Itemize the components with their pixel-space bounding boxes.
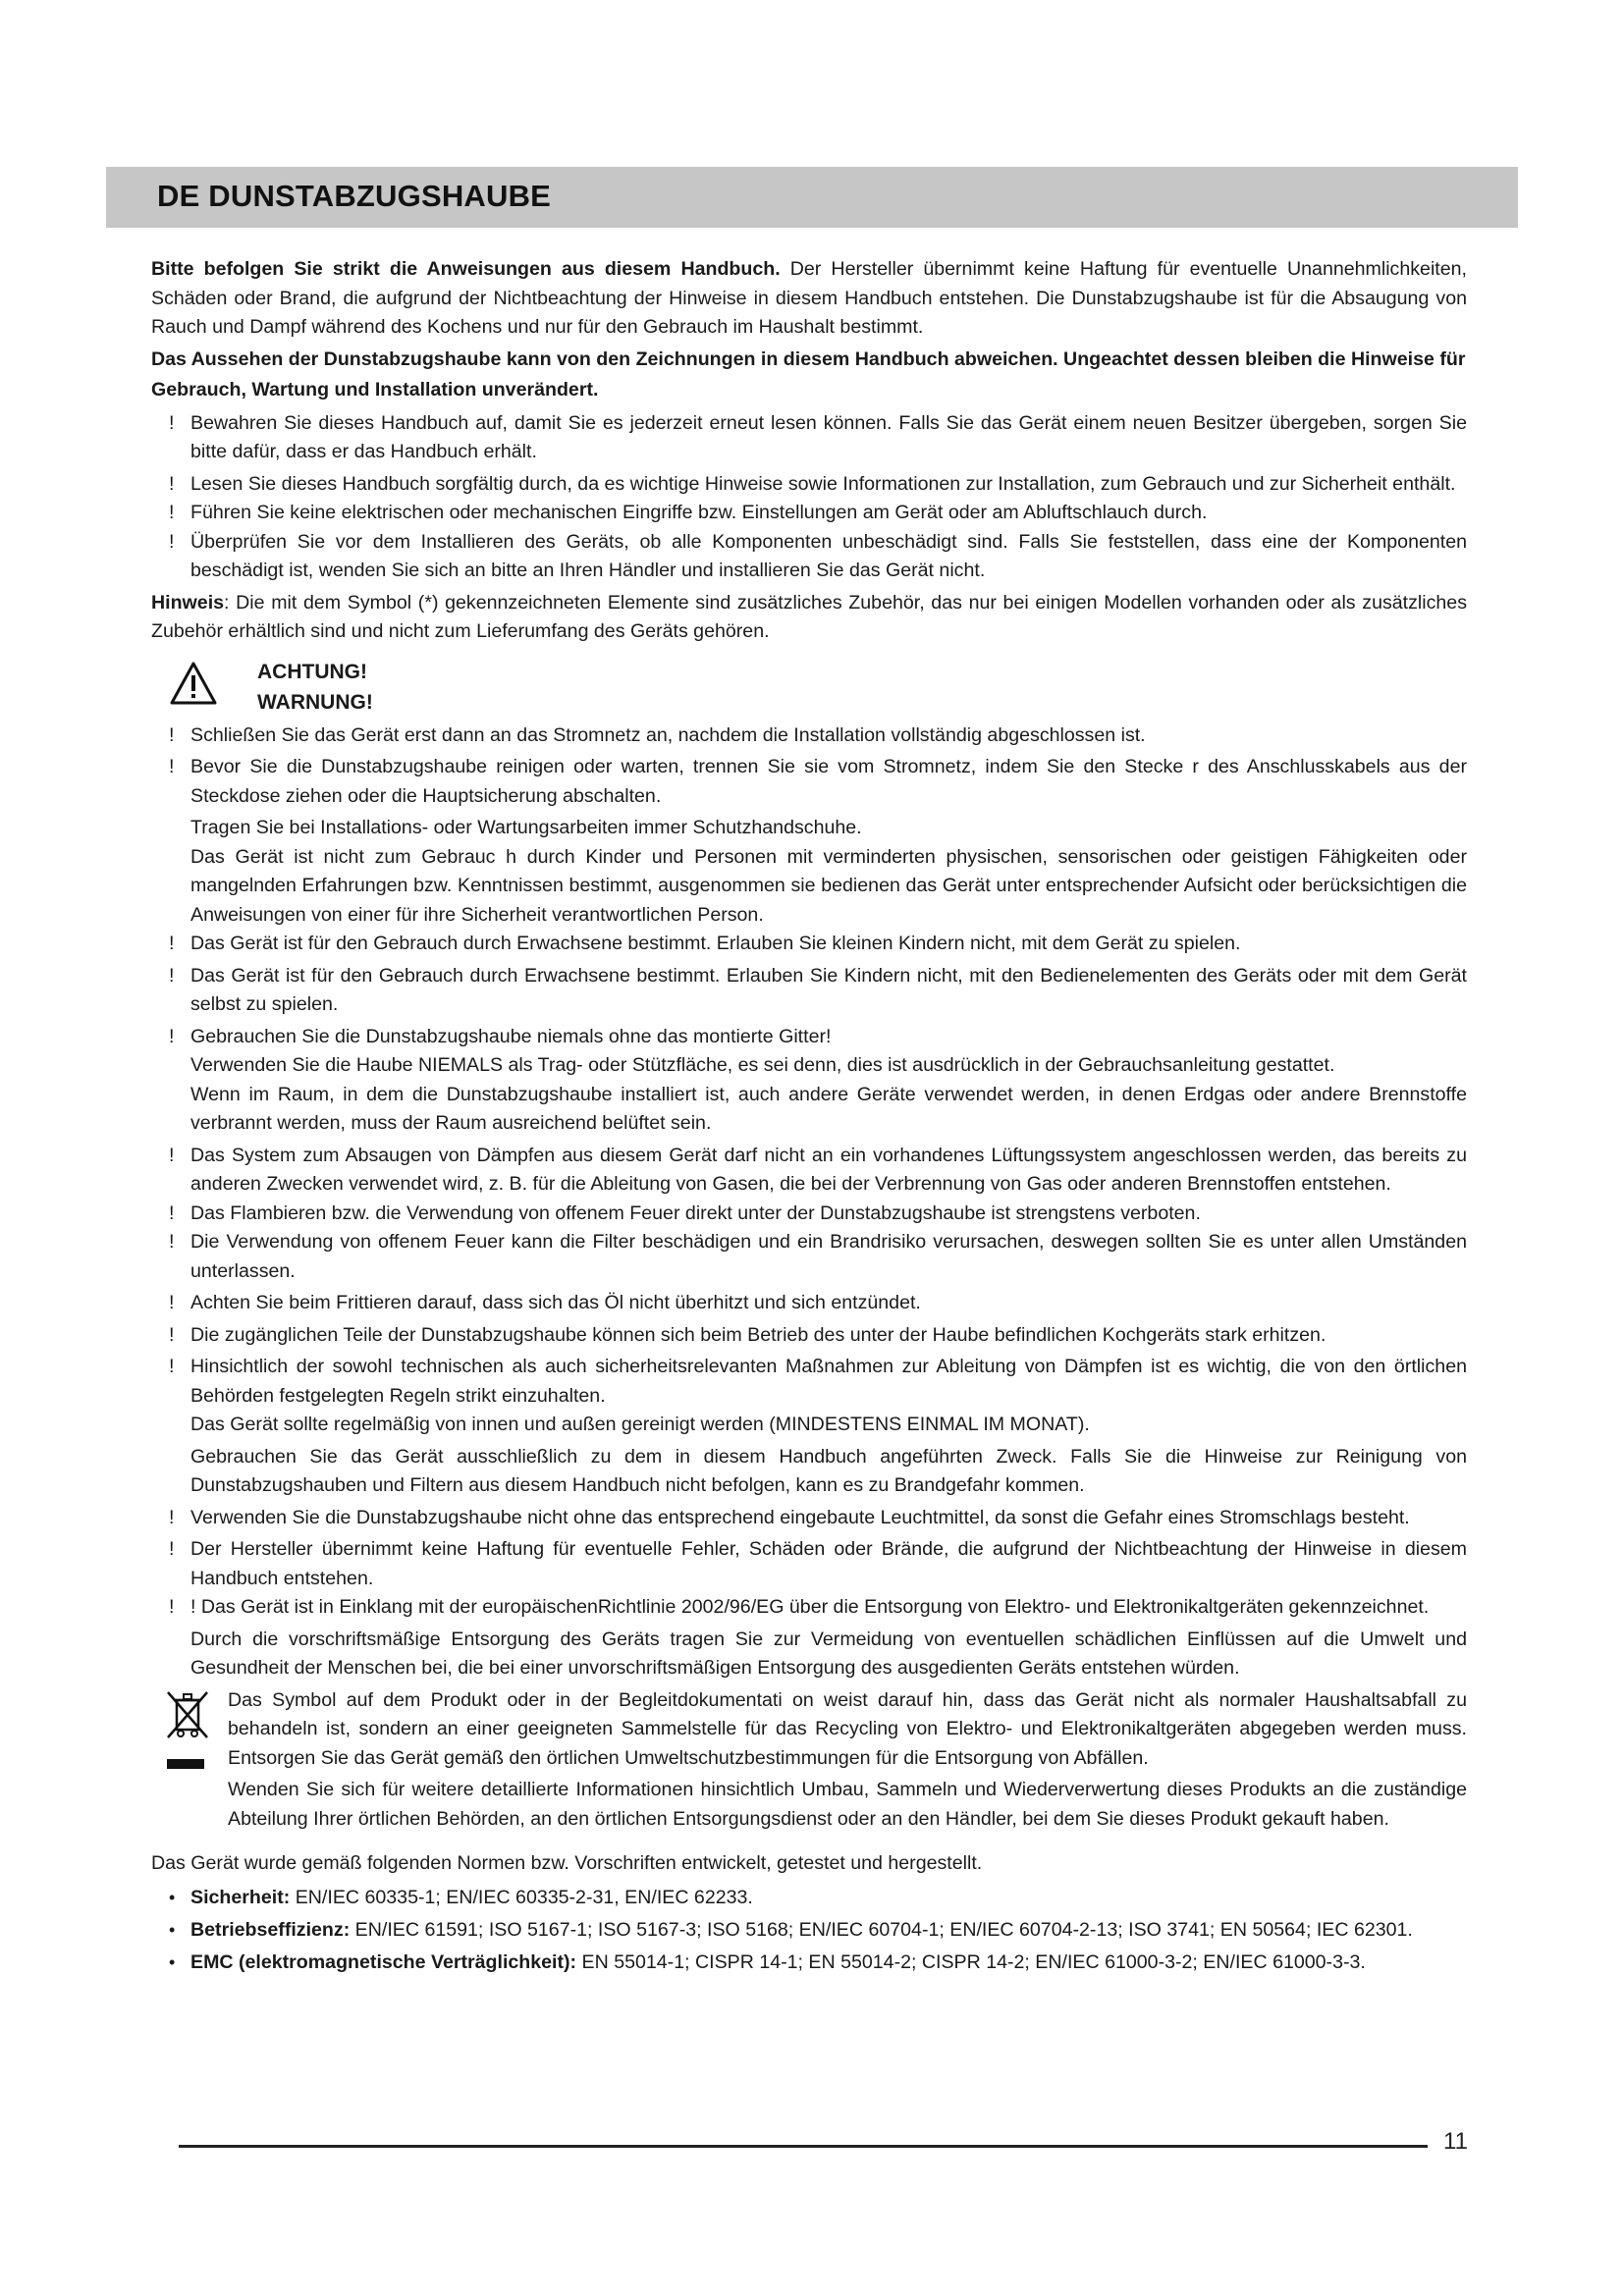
exclamation-icon: ! [169,411,175,434]
safety-subtext: Durch die vorschriftsmäßige Entsorgung des Geräts tragen Sie zur Vermeidung von eventuellen schädlichen Einflüssen auf die Umwelt und Gesundheit der Menschen bei, die bei einer unvorschriftsmäßigen Entsorgung des ausgedienten Geräts entstehen würden. [190,1628,1467,1679]
safety-item [151,1321,1467,1351]
list-item [151,528,1467,586]
hinweis-paragraph [151,589,1467,647]
footer-rule [179,2145,1428,2148]
safety-item [151,1535,1467,1593]
norm-label: Betriebseffizienz: [190,1918,351,1941]
safety-subtext: Das Gerät ist nicht zum Gebrauc h durch Kinder und Personen mit verminderten physischen, sensorischen oder geistigen Fähigkeiten oder mangelnden Erfahrungen bzw. Kenntnissen bestimmt, ausgenommen sie bedienen das Gerät unter entsprechender Aufsicht oder berücksichtigen die Anweisungen von einer für ihre Sicherheit verantwortlichen Person. [190,845,1467,926]
bullet-icon: • [169,1887,176,1907]
intro-text: Der Hersteller übernimmt keine Haftung für eventuelle Unannehmlichkeiten, Schäden oder Brand, die aufgrund der Nichtbeachtung der Hinweise in diesem Handbuch entstehen. Die Dunstabzugshaube ist für die Absaugung von Rauch und Dampf während des Kochens und nur für den Gebrauch im Haushalt bestimmt. [151,258,1467,338]
exclamation-icon: ! [169,933,175,954]
exclamation-icon: ! [169,1356,175,1377]
safety-item [151,1200,1467,1229]
exclamation-icon: ! [169,472,175,495]
warning-label-warnung: WARNUNG! [257,690,373,714]
list-item-text: Bewahren Sie dieses Handbuch auf, damit Sie es jederzeit erneut lesen können. Falls Sie das Gerät einem neuen Besitzer übergeben, sorgen Sie bitte dafür, dass er das Handbuch erhält. [190,411,1467,462]
safety-subtext: Tragen Sie bei Installations- oder Wartungsarbeiten immer Schutzhandschuhe. [190,817,862,838]
list-item-text: Überprüfen Sie vor dem Installieren des Geräts, ob alle Komponenten unbeschädigt sind. Falls Sie feststellen, dass eine der Komponenten beschädigt ist, wenden Sie sich an bitte an Ihren Händler und installieren Sie das Gerät nicht. [190,530,1467,581]
norm-label: Sicherheit: [190,1886,291,1908]
norm-item [151,1917,1467,1944]
safety-item [151,962,1467,1020]
list-item-text: Lesen Sie dieses Handbuch sorgfältig durch, da es wichtige Hinweise sowie Informationen zur Installation, zum Gebrauch und zur Sicherheit enthält. [190,472,1456,495]
safety-item [151,1023,1467,1052]
safety-subtext: Gebrauchen Sie das Gerät ausschließlich zu dem in diesem Handbuch angeführten Zweck. Falls Sie die Hinweise zur Reinigung von Dunstabzugshauben und Filtern aus diesem Handbuch nicht befolgen, kann es zu Brandgefahr kommen. [190,1445,1467,1496]
safety-item-text: Das Gerät ist für den Gebrauch durch Erwachsene bestimmt. Erlauben Sie Kindern nicht, mit den Bedienelementen des Geräts oder mit dem Gerät selbst zu spielen. [190,964,1467,1015]
intro-lead: Bitte befolgen Sie strikt die Anweisungen aus diesem Handbuch. [151,258,781,280]
safety-item [151,1353,1467,1411]
safety-item-text: Das Gerät ist für den Gebrauch durch Erwachsene bestimmt. Erlauben Sie kleinen Kindern nicht, mit dem Gerät zu spielen. [190,933,1241,954]
exclamation-icon: ! [169,1596,175,1618]
section-header-bar [106,167,1518,228]
list-item [151,470,1467,500]
exclamation-icon: ! [169,1025,175,1047]
exclamation-icon: ! [169,756,175,777]
safety-item-text: Gebrauchen Sie die Dunstabzugshaube niemals ohne das montierte Gitter! [190,1025,832,1047]
safety-item-text: Das Flambieren bzw. die Verwendung von offenem Feuer direkt unter der Dunstabzugshaube ist strengstens verboten. [190,1201,1201,1224]
safety-item [151,1504,1467,1533]
list-item [151,409,1467,467]
safety-item [151,930,1467,959]
page-number: 11 [1443,2128,1468,2155]
exclamation-icon: ! [169,1231,175,1253]
bullet-icon: • [169,1919,176,1940]
norm-value: EN/IEC 60335-1; EN/IEC 60335-2-31, EN/IEC 62233. [290,1886,753,1908]
safety-item [151,1289,1467,1318]
safety-subtext: Das Gerät sollte regelmäßig von innen und außen gereinigt werden (MINDESTENS EINMAL IM MONAT). [190,1414,1090,1435]
norm-value: EN 55014-1; CISPR 14-1; EN 55014-2; CISPR 14-2; EN/IEC 61000-3-2; EN/IEC 61000-3-3. [576,1950,1366,1973]
exclamation-icon: ! [169,1323,175,1346]
safety-item-text: Das System zum Absaugen von Dämpfen aus diesem Gerät darf nicht an ein vorhandenes Lüftungssystem angeschlossen werden, das bereits zu anderen Zwecken verwendet wird, z. B. für die Ableitung von Gasen, die bei der Verbrennung von Gas oder anderen Brennstoffen entstehen. [190,1144,1467,1195]
norm-value: EN/IEC 61591; ISO 5167-1; ISO 5167-3; ISO 5168; EN/IEC 60704-1; EN/IEC 60704-2-13; ISO 3741; EN 50564; IEC 62301. [350,1918,1413,1941]
safety-item-text: Hinsichtlich der sowohl technischen als auch sicherheitsrelevanten Maßnahmen zur Ableitung von Dämpfen ist es wichtig, die von den örtlichen Behörden festgelegten Regeln strikt einzuhalten. [190,1356,1467,1407]
exclamation-icon: ! [169,502,175,523]
exclamation-icon: ! [169,530,175,553]
warning-heading [151,657,1467,720]
list-item-text: Führen Sie keine elektrischen oder mechanischen Eingriffe bzw. Einstellungen am Gerät oder am Abluftschlauch durch. [190,502,1208,523]
appearance-note: Das Aussehen der Dunstabzugshaube kann von den Zeichnungen in diesem Handbuch abweichen. Ungeachtet dessen bleiben die Hinweise für Gebrauch, Wartung und Installation unverändert. [151,347,1466,400]
safety-item-text: Die Verwendung von offenem Feuer kann die Filter beschädigen und ein Brandrisiko verursachen, deswegen sollten Sie es unter allen Umständen unterlassen. [190,1231,1467,1282]
exclamation-icon: ! [169,723,175,746]
warning-labels [257,657,373,718]
exclamation-icon: ! [169,1201,175,1224]
weee-more-info: Wenden Sie sich für weitere detaillierte Informationen hinsichtlich Umbau, Sammeln und Wiederverwertung dieses Produkts an die zuständige Abteilung Ihrer örtlichen Behörden, an den örtlichen Entsorgungsdienst oder an den Händler, bei dem Sie dieses Produkt gekauft haben. [228,1779,1467,1830]
safety-item-text: Verwenden Sie die Dunstabzugshaube nicht ohne das entsprechend eingebaute Leuchtmittel, da sonst die Gefahr eines Stromschlags besteht. [190,1506,1410,1528]
hinweis-text: : Die mit dem Symbol (*) gekennzeichneten Elemente sind zusätzliches Zubehör, das nur bei einigen Modellen vorhanden oder als zusätzliches Zubehör erhältlich sind und nicht zum Lieferumfang des Geräts gehören. [151,591,1467,642]
document-body [151,255,1467,1976]
exclamation-icon: ! [169,964,175,987]
safety-item [151,1142,1467,1200]
exclamation-icon: ! [169,1506,175,1528]
bullet-icon: • [169,1951,176,1972]
safety-item-text: Die zugänglichen Teile der Dunstabzugshaube können sich beim Betrieb des unter der Haube befindlichen Kochgeräts stark erhitzen. [190,1323,1326,1346]
norm-label: EMC (elektromagnetische Verträglichkeit): [190,1950,577,1973]
list-item [151,499,1467,528]
weee-text: Das Symbol auf dem Produkt oder in der Begleitdokumentati on weist darauf hin, dass das Gerät nicht als normaler Haushaltsabfall zu behandeln ist, sondern an einer geeigneten Sammelstelle für das Recycling von Elektro- und Elektronikaltgeräten abgegeben werden muss. Entsorgen Sie das Gerät gemäß den örtlichen Umweltschutzbestimmungen für die Entsorgung von Abfällen. [228,1688,1467,1769]
warning-label-achtung: ACHTUNG! [257,660,367,683]
crossed-bin-icon [165,1690,210,1739]
page-title: DE DUNSTABZUGSHAUBE [157,179,552,213]
exclamation-icon: ! [169,1538,175,1560]
hinweis-label: Hinweis [151,591,225,614]
safety-subtext: Verwenden Sie die Haube NIEMALS als Trag- oder Stützfläche, es sei denn, dies ist ausdrücklich in der Gebrauchsanleitung gestattet. [190,1054,1335,1076]
safety-item-text: Achten Sie beim Frittieren darauf, dass sich das Öl nicht überhitzt und sich entzündet. [190,1292,921,1313]
exclamation-icon: ! [169,1144,175,1166]
norm-item [151,1885,1467,1911]
norms-intro: Das Gerät wurde gemäß folgenden Normen bzw. Vorschriften entwickelt, getestet und hergestellt. [151,1852,983,1874]
weee-notice [151,1686,1467,1774]
safety-item [151,721,1467,751]
safety-item-text: Bevor Sie die Dunstabzugshaube reinigen oder warten, trennen Sie sie vom Stromnetz, indem Sie den Stecke r des Anschlusskabels aus der Steckdose ziehen oder die Hauptsicherung abschalten. [190,756,1467,807]
safety-item [151,753,1467,811]
intro-paragraph [151,255,1467,343]
weee-bar-icon [167,1759,204,1769]
safety-item [151,1228,1467,1286]
safety-item [151,1593,1467,1623]
safety-subtext: Wenn im Raum, in dem die Dunstabzugshaube installiert ist, auch andere Geräte verwendet werden, in denen Erdgas oder andere Brennstoffe verbrannt werden, muss der Raum ausreichend belüftet sein. [190,1083,1467,1134]
warning-triangle-icon [169,661,218,706]
safety-item-text: ! Das Gerät ist in Einklang mit der europäischenRichtlinie 2002/96/EG über die Entsorgung von Elektro- und Elektronikaltgeräten gekennzeichnet. [190,1596,1430,1618]
norm-item [151,1949,1467,1976]
exclamation-icon: ! [169,1292,175,1313]
safety-item-text: Der Hersteller übernimmt keine Haftung für eventuelle Fehler, Schäden oder Brände, die aufgrund der Nichtbeachtung der Hinweise in diesem Handbuch entstehen. [190,1538,1467,1589]
safety-item-text: Schließen Sie das Gerät erst dann an das Stromnetz an, nachdem die Installation vollständig abgeschlossen ist. [190,723,1146,746]
